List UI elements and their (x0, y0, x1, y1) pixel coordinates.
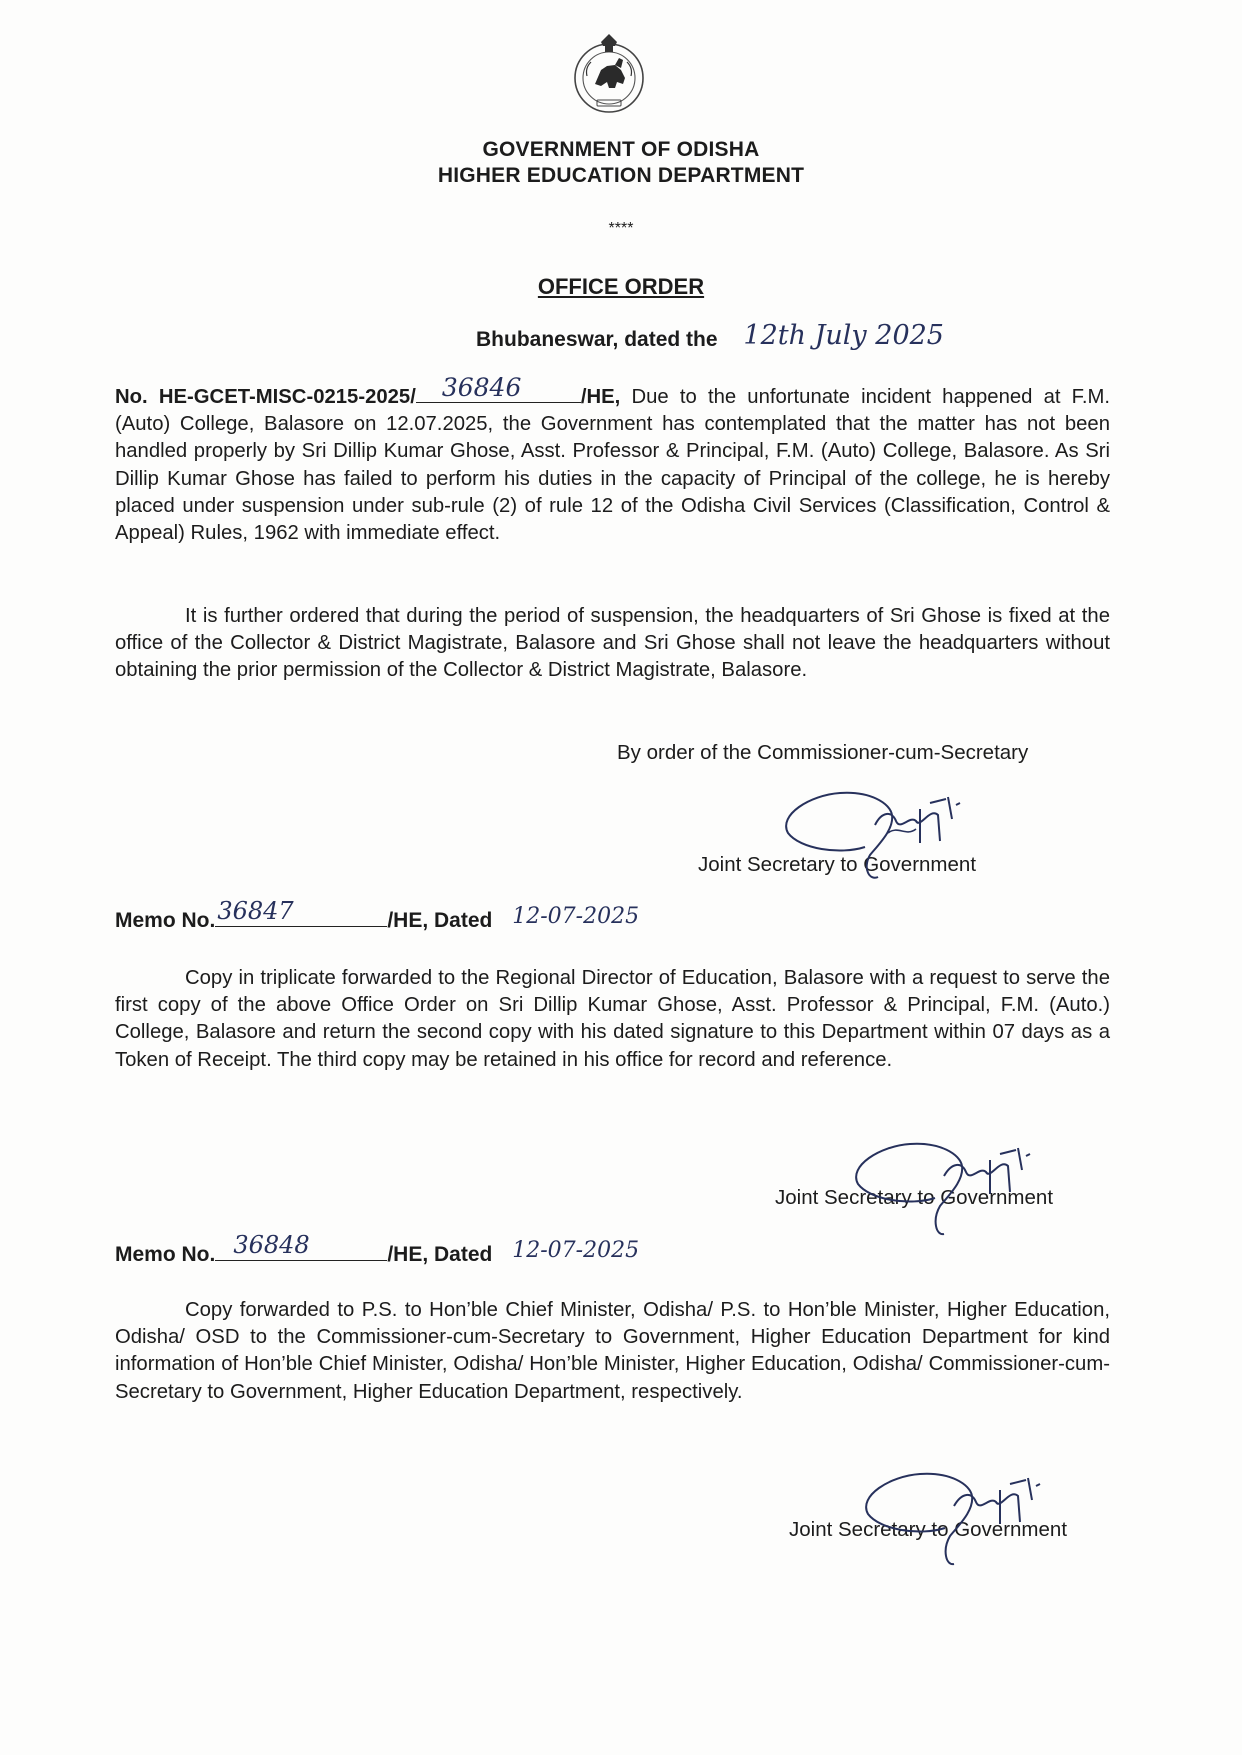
signatory-2: Joint Secretary to Government (775, 1186, 1054, 1209)
handwritten-memo-2-number: 36848 (233, 1231, 310, 1259)
handwritten-order-date: 12th July 2025 (743, 320, 944, 351)
order-number-label: No. HE-GCET-MISC-0215-2025/ (115, 386, 416, 408)
handwritten-signature-1 (770, 785, 1000, 895)
order-paragraph-1 (115, 372, 1110, 547)
handwritten-order-number: 36846 (441, 372, 522, 402)
memo-1-number-blank (215, 897, 387, 927)
memo-1-paragraph (115, 965, 1110, 1074)
handwritten-memo-1-date: 12-07-2025 (512, 904, 640, 929)
by-order-line: By order of the Commissioner-cum-Secretary (617, 741, 1029, 764)
office-order-title: OFFICE ORDER (537, 274, 705, 299)
memo-2-paragraph (115, 1297, 1110, 1406)
order-paragraph-2-text: It is further ordered that during the period of suspension, the headquarters of Sri Ghose is fixed at the office of the Collector & District Magistrate, Balasore and Sri Ghose shall not leave the headquarters without obtaining the prior permission of the Collector & District Magistrate, Balasore. (115, 605, 1110, 682)
memo-1-label: Memo No. (115, 909, 216, 932)
department-heading: HIGHER EDUCATION DEPARTMENT (437, 164, 805, 187)
memo-2-header (115, 1231, 640, 1267)
memo-1-suffix: /HE, Dated (387, 909, 493, 932)
order-number-suffix: /HE, (580, 386, 621, 408)
order-dateline (476, 320, 944, 353)
order-paragraph-2 (115, 603, 1110, 685)
memo-1-body: Copy in triplicate forwarded to the Regional Director of Education, Balasore with a request to serve the first copy of the above Office Order on Sri Dillip Kumar Ghose, Asst. Professor & Principal, F.M. (Auto.) College, Balasore and return the second copy with his dated signature to this Department within 07 days as a Token of Receipt. The third copy may be retained in his office for record and reference. (115, 967, 1110, 1071)
odisha-emblem-icon (571, 32, 647, 118)
memo-2-body: Copy forwarded to P.S. to Hon’ble Chief Minister, Odisha/ P.S. to Hon’ble Minister, Higher Education, Odisha/ OSD to the Commissioner-cum-Secretary to Government, Higher Education Department for kind information of Hon’ble Chief Minister, Odisha/ Hon’ble Minister, Higher Education, Odisha/ Commissioner-cum-Secretary to Government, Higher Education Department, respectively. (115, 1299, 1110, 1403)
memo-1-header (115, 897, 640, 933)
dateline-label: Bhubaneswar, dated the (476, 328, 718, 351)
handwritten-signature-2 (840, 1140, 1070, 1250)
memo-2-label: Memo No. (115, 1243, 216, 1266)
signatory-1: Joint Secretary to Government (698, 853, 977, 876)
handwritten-memo-2-date: 12-07-2025 (512, 1238, 640, 1263)
memo-2-suffix: /HE, Dated (387, 1243, 493, 1266)
memo-2-number-blank (215, 1231, 387, 1261)
separator-stars: **** (608, 220, 634, 237)
order-number-blank (416, 372, 581, 403)
order-paragraph-1-text: Due to the unfortunate incident happened at F.M. (Auto) College, Balasore on 12.07.2025, the Government has contemplated that the matter has not been handled properly by Sri Dillip Kumar Ghose, Asst. Professor & Principal, F.M. (Auto) College, Balasore. As Sri Dillip Kumar Ghose has failed to perform his duties in the capacity of Principal of the college, he is hereby placed under suspension under sub-rule (2) of rule 12 of the Odisha Civil Services (Classification, Control & Appeal) Rules, 1962 with immediate effect. (115, 386, 1110, 545)
handwritten-memo-1-number: 36847 (217, 897, 294, 925)
signatory-3: Joint Secretary to Government (789, 1518, 1068, 1541)
government-heading: GOVERNMENT OF ODISHA (482, 138, 760, 161)
handwritten-signature-3 (850, 1468, 1080, 1578)
